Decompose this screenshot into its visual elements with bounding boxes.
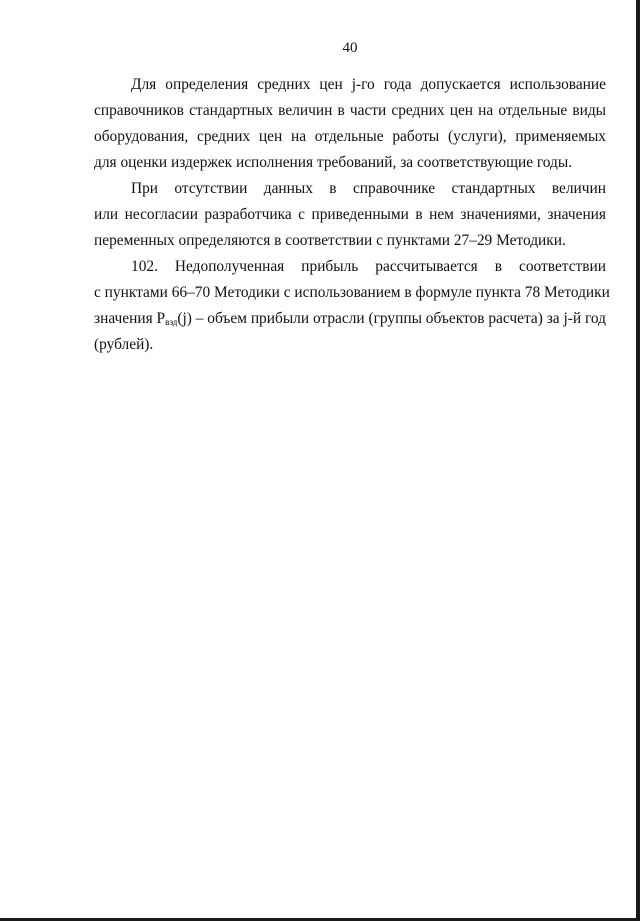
scan-edge-right <box>636 0 640 921</box>
formula-line <box>94 306 606 332</box>
paragraph-2 <box>94 176 606 254</box>
formula-text-before: значения P <box>94 310 166 327</box>
text-line: с пунктами 66–70 Методики с использованием в формуле пункта 78 Методики <box>94 284 610 301</box>
formula-text-after: (j) – объем прибыли отрасли (группы объектов расчета) за j-й год <box>177 310 606 327</box>
text-line: 102. Недополученная прибыль рассчитывается в соответствии <box>131 258 606 275</box>
text-line: Для определения средних цен j-го года допускается использование <box>131 76 606 93</box>
text-line: При отсутствии данных в справочнике стандартных величин <box>131 180 606 197</box>
page-number: 40 <box>342 40 358 56</box>
text-line: для оценки издержек исполнения требований, за соответствующие годы. <box>94 154 573 171</box>
text-line: (рублей). <box>94 336 154 353</box>
text-line: справочников стандартных величин в части средних цен на отдельные виды <box>94 102 606 119</box>
text-line: или несогласии разработчика с приведенными в нем значениями, значения <box>94 206 606 223</box>
paragraph-3 <box>94 254 610 358</box>
document-body <box>94 72 610 358</box>
formula-subscript: вэд <box>165 317 178 327</box>
paragraph-1 <box>94 72 606 176</box>
text-line: оборудования, средних цен на отдельные работы (услуги), применяемых <box>94 128 606 145</box>
text-line: переменных определяются в соответствии с пунктами 27–29 Методики. <box>94 232 566 249</box>
